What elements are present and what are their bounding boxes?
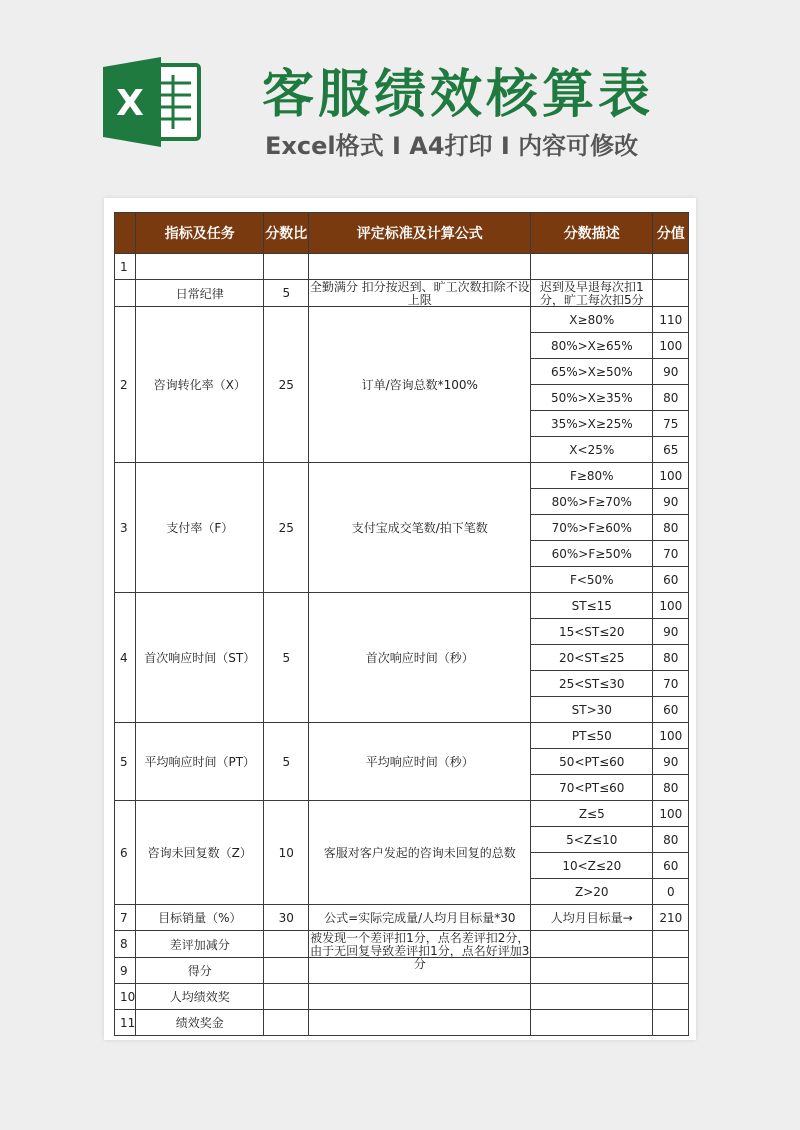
row-number[interactable]: 9 xyxy=(115,958,136,984)
table-row xyxy=(115,593,689,619)
desc-cell[interactable]: ST≤15 xyxy=(531,593,653,619)
desc-cell[interactable]: 60%>F≥50% xyxy=(531,541,653,567)
score-cell[interactable]: 80 xyxy=(653,515,689,541)
table-cell[interactable] xyxy=(653,254,689,280)
row-number[interactable]: 5 xyxy=(115,723,136,801)
table-row xyxy=(115,958,689,984)
task-cell[interactable]: 咨询转化率（X） xyxy=(136,307,264,463)
desc-cell[interactable]: 15<ST≤20 xyxy=(531,619,653,645)
score-cell[interactable]: 80 xyxy=(653,775,689,801)
desc-cell[interactable]: 80%>X≥65% xyxy=(531,333,653,359)
task-cell[interactable]: 得分 xyxy=(136,958,264,984)
score-cell[interactable]: 100 xyxy=(653,593,689,619)
table-cell[interactable] xyxy=(653,931,689,958)
score-cell[interactable]: 100 xyxy=(653,801,689,827)
formula-cell[interactable]: 首次响应时间（秒） xyxy=(309,593,531,723)
row-number[interactable]: 8 xyxy=(115,931,136,958)
score-cell[interactable]: 100 xyxy=(653,723,689,749)
table-cell[interactable] xyxy=(264,984,309,1010)
desc-cell[interactable]: X<25% xyxy=(531,437,653,463)
table-cell[interactable] xyxy=(531,958,653,984)
task-cell[interactable]: 日常纪律 xyxy=(136,280,264,307)
ratio-cell[interactable]: 5 xyxy=(264,593,309,723)
column-header: 评定标准及计算公式 xyxy=(309,213,531,254)
row-number[interactable]: 10 xyxy=(115,984,136,1010)
table-cell[interactable] xyxy=(531,931,653,958)
desc-cell[interactable]: ST>30 xyxy=(531,697,653,723)
desc-cell[interactable]: F≥80% xyxy=(531,463,653,489)
desc-cell[interactable]: 5<Z≤10 xyxy=(531,827,653,853)
desc-cell[interactable]: 70%>F≥60% xyxy=(531,515,653,541)
table-cell[interactable] xyxy=(264,931,309,958)
ratio-cell[interactable]: 5 xyxy=(264,280,309,307)
task-cell[interactable]: 平均响应时间（PT） xyxy=(136,723,264,801)
desc-cell[interactable]: 50<PT≤60 xyxy=(531,749,653,775)
row-number[interactable]: 1 xyxy=(115,254,136,280)
task-cell[interactable]: 绩效奖金 xyxy=(136,1010,264,1036)
ratio-cell[interactable]: 30 xyxy=(264,905,309,931)
table-cell[interactable] xyxy=(264,1010,309,1036)
logo-letter: X xyxy=(116,83,144,124)
table-cell[interactable] xyxy=(309,1010,531,1036)
table-cell[interactable] xyxy=(264,958,309,984)
table-cell[interactable] xyxy=(531,1010,653,1036)
table-row xyxy=(115,280,689,307)
task-cell[interactable]: 首次响应时间（ST） xyxy=(136,593,264,723)
table-cell[interactable] xyxy=(653,1010,689,1036)
score-cell[interactable]: 70 xyxy=(653,671,689,697)
table-header-row xyxy=(115,213,689,254)
score-cell[interactable]: 90 xyxy=(653,619,689,645)
ratio-cell[interactable]: 25 xyxy=(264,463,309,593)
score-cell[interactable]: 90 xyxy=(653,749,689,775)
desc-cell[interactable]: 35%>X≥25% xyxy=(531,411,653,437)
table-cell[interactable] xyxy=(309,254,531,280)
ratio-cell[interactable]: 10 xyxy=(264,801,309,905)
score-cell[interactable]: 90 xyxy=(653,489,689,515)
score-cell[interactable]: 60 xyxy=(653,853,689,879)
desc-cell[interactable]: 25<ST≤30 xyxy=(531,671,653,697)
row-number[interactable]: 3 xyxy=(115,463,136,593)
desc-cell[interactable]: 50%>X≥35% xyxy=(531,385,653,411)
desc-cell[interactable]: Z>20 xyxy=(531,879,653,905)
desc-text: 迟到及早退每次扣1分，旷工每次扣5分 xyxy=(539,280,644,307)
column-header xyxy=(115,213,136,254)
table-row xyxy=(115,307,689,333)
column-header: 分数比 xyxy=(264,213,309,254)
formula-cell[interactable] xyxy=(309,280,531,307)
row-number[interactable]: 2 xyxy=(115,307,136,463)
column-header: 分数描述 xyxy=(531,213,653,254)
desc-cell[interactable]: 人均月目标量→ xyxy=(531,905,653,931)
table-cell[interactable] xyxy=(531,984,653,1010)
table-cell[interactable] xyxy=(264,254,309,280)
formula-cell[interactable]: 平均响应时间（秒） xyxy=(309,723,531,801)
row-number[interactable]: 11 xyxy=(115,1010,136,1036)
table-cell[interactable] xyxy=(309,984,531,1010)
score-cell[interactable]: 80 xyxy=(653,645,689,671)
score-cell[interactable]: 65 xyxy=(653,437,689,463)
table-row xyxy=(115,984,689,1010)
score-cell[interactable]: 75 xyxy=(653,411,689,437)
desc-cell[interactable]: 80%>F≥70% xyxy=(531,489,653,515)
column-header: 指标及任务 xyxy=(136,213,264,254)
table-cell[interactable] xyxy=(115,280,136,307)
task-cell[interactable]: 人均绩效奖 xyxy=(136,984,264,1010)
page-title: 客服绩效核算表 xyxy=(262,65,655,125)
score-cell[interactable]: 60 xyxy=(653,697,689,723)
row-number[interactable]: 7 xyxy=(115,905,136,931)
table-row xyxy=(115,931,689,958)
desc-cell[interactable]: Z≤5 xyxy=(531,801,653,827)
desc-cell[interactable]: 70<PT≤60 xyxy=(531,775,653,801)
excel-logo-icon xyxy=(103,57,203,147)
table-row xyxy=(115,463,689,489)
score-cell[interactable]: 90 xyxy=(653,359,689,385)
table-row xyxy=(115,905,689,931)
ratio-cell[interactable]: 25 xyxy=(264,307,309,463)
task-cell[interactable]: 咨询未回复数（Z） xyxy=(136,801,264,905)
desc-cell[interactable]: X≥80% xyxy=(531,307,653,333)
score-cell[interactable]: 100 xyxy=(653,463,689,489)
table-row xyxy=(115,723,689,749)
spreadsheet-page xyxy=(104,198,696,1040)
table-row xyxy=(115,801,689,827)
table-cell[interactable] xyxy=(653,984,689,1010)
row-number[interactable]: 6 xyxy=(115,801,136,905)
table-cell[interactable] xyxy=(531,254,653,280)
task-cell[interactable]: 差评加减分 xyxy=(136,931,264,958)
score-cell[interactable]: 80 xyxy=(653,827,689,853)
score-cell[interactable]: 70 xyxy=(653,541,689,567)
column-header: 分值 xyxy=(653,213,689,254)
table-cell[interactable] xyxy=(653,958,689,984)
table-row xyxy=(115,254,689,280)
desc-cell[interactable]: F<50% xyxy=(531,567,653,593)
score-cell[interactable]: 60 xyxy=(653,567,689,593)
performance-table xyxy=(114,212,689,1036)
desc-cell[interactable] xyxy=(531,280,653,307)
desc-cell[interactable]: 20<ST≤25 xyxy=(531,645,653,671)
desc-cell[interactable]: 10<Z≤20 xyxy=(531,853,653,879)
formula-cell[interactable]: 支付宝成交笔数/拍下笔数 xyxy=(309,463,531,593)
score-cell[interactable]: 110 xyxy=(653,307,689,333)
score-cell[interactable]: 0 xyxy=(653,879,689,905)
score-cell[interactable]: 100 xyxy=(653,333,689,359)
formula-cell[interactable]: 公式=实际完成量/人均月目标量*30 xyxy=(309,905,531,931)
formula-cell[interactable] xyxy=(309,931,531,971)
formula-text: 全勤满分 扣分按迟到、旷工次数扣除不设上限 xyxy=(309,280,530,307)
formula-cell[interactable]: 客服对客户发起的咨询未回复的总数 xyxy=(309,801,531,905)
ratio-cell[interactable]: 5 xyxy=(264,723,309,801)
row-number[interactable]: 4 xyxy=(115,593,136,723)
table-cell[interactable] xyxy=(653,280,689,307)
task-cell[interactable]: 目标销量（%） xyxy=(136,905,264,931)
formula-cell[interactable]: 订单/咨询总数*100% xyxy=(309,307,531,463)
desc-cell[interactable]: 65%>X≥50% xyxy=(531,359,653,385)
table-cell[interactable] xyxy=(136,254,264,280)
score-cell[interactable]: 210 xyxy=(653,905,689,931)
score-cell[interactable]: 80 xyxy=(653,385,689,411)
desc-cell[interactable]: PT≤50 xyxy=(531,723,653,749)
task-cell[interactable]: 支付率（F） xyxy=(136,463,264,593)
formula-text: 被发现一个差评扣1分，点名差评扣2分，由于无回复导致差评扣1分，点名好评加3分 xyxy=(310,931,530,971)
table-row xyxy=(115,1010,689,1036)
page-subtitle: Excel格式 I A4打印 I 内容可修改 xyxy=(265,132,639,160)
